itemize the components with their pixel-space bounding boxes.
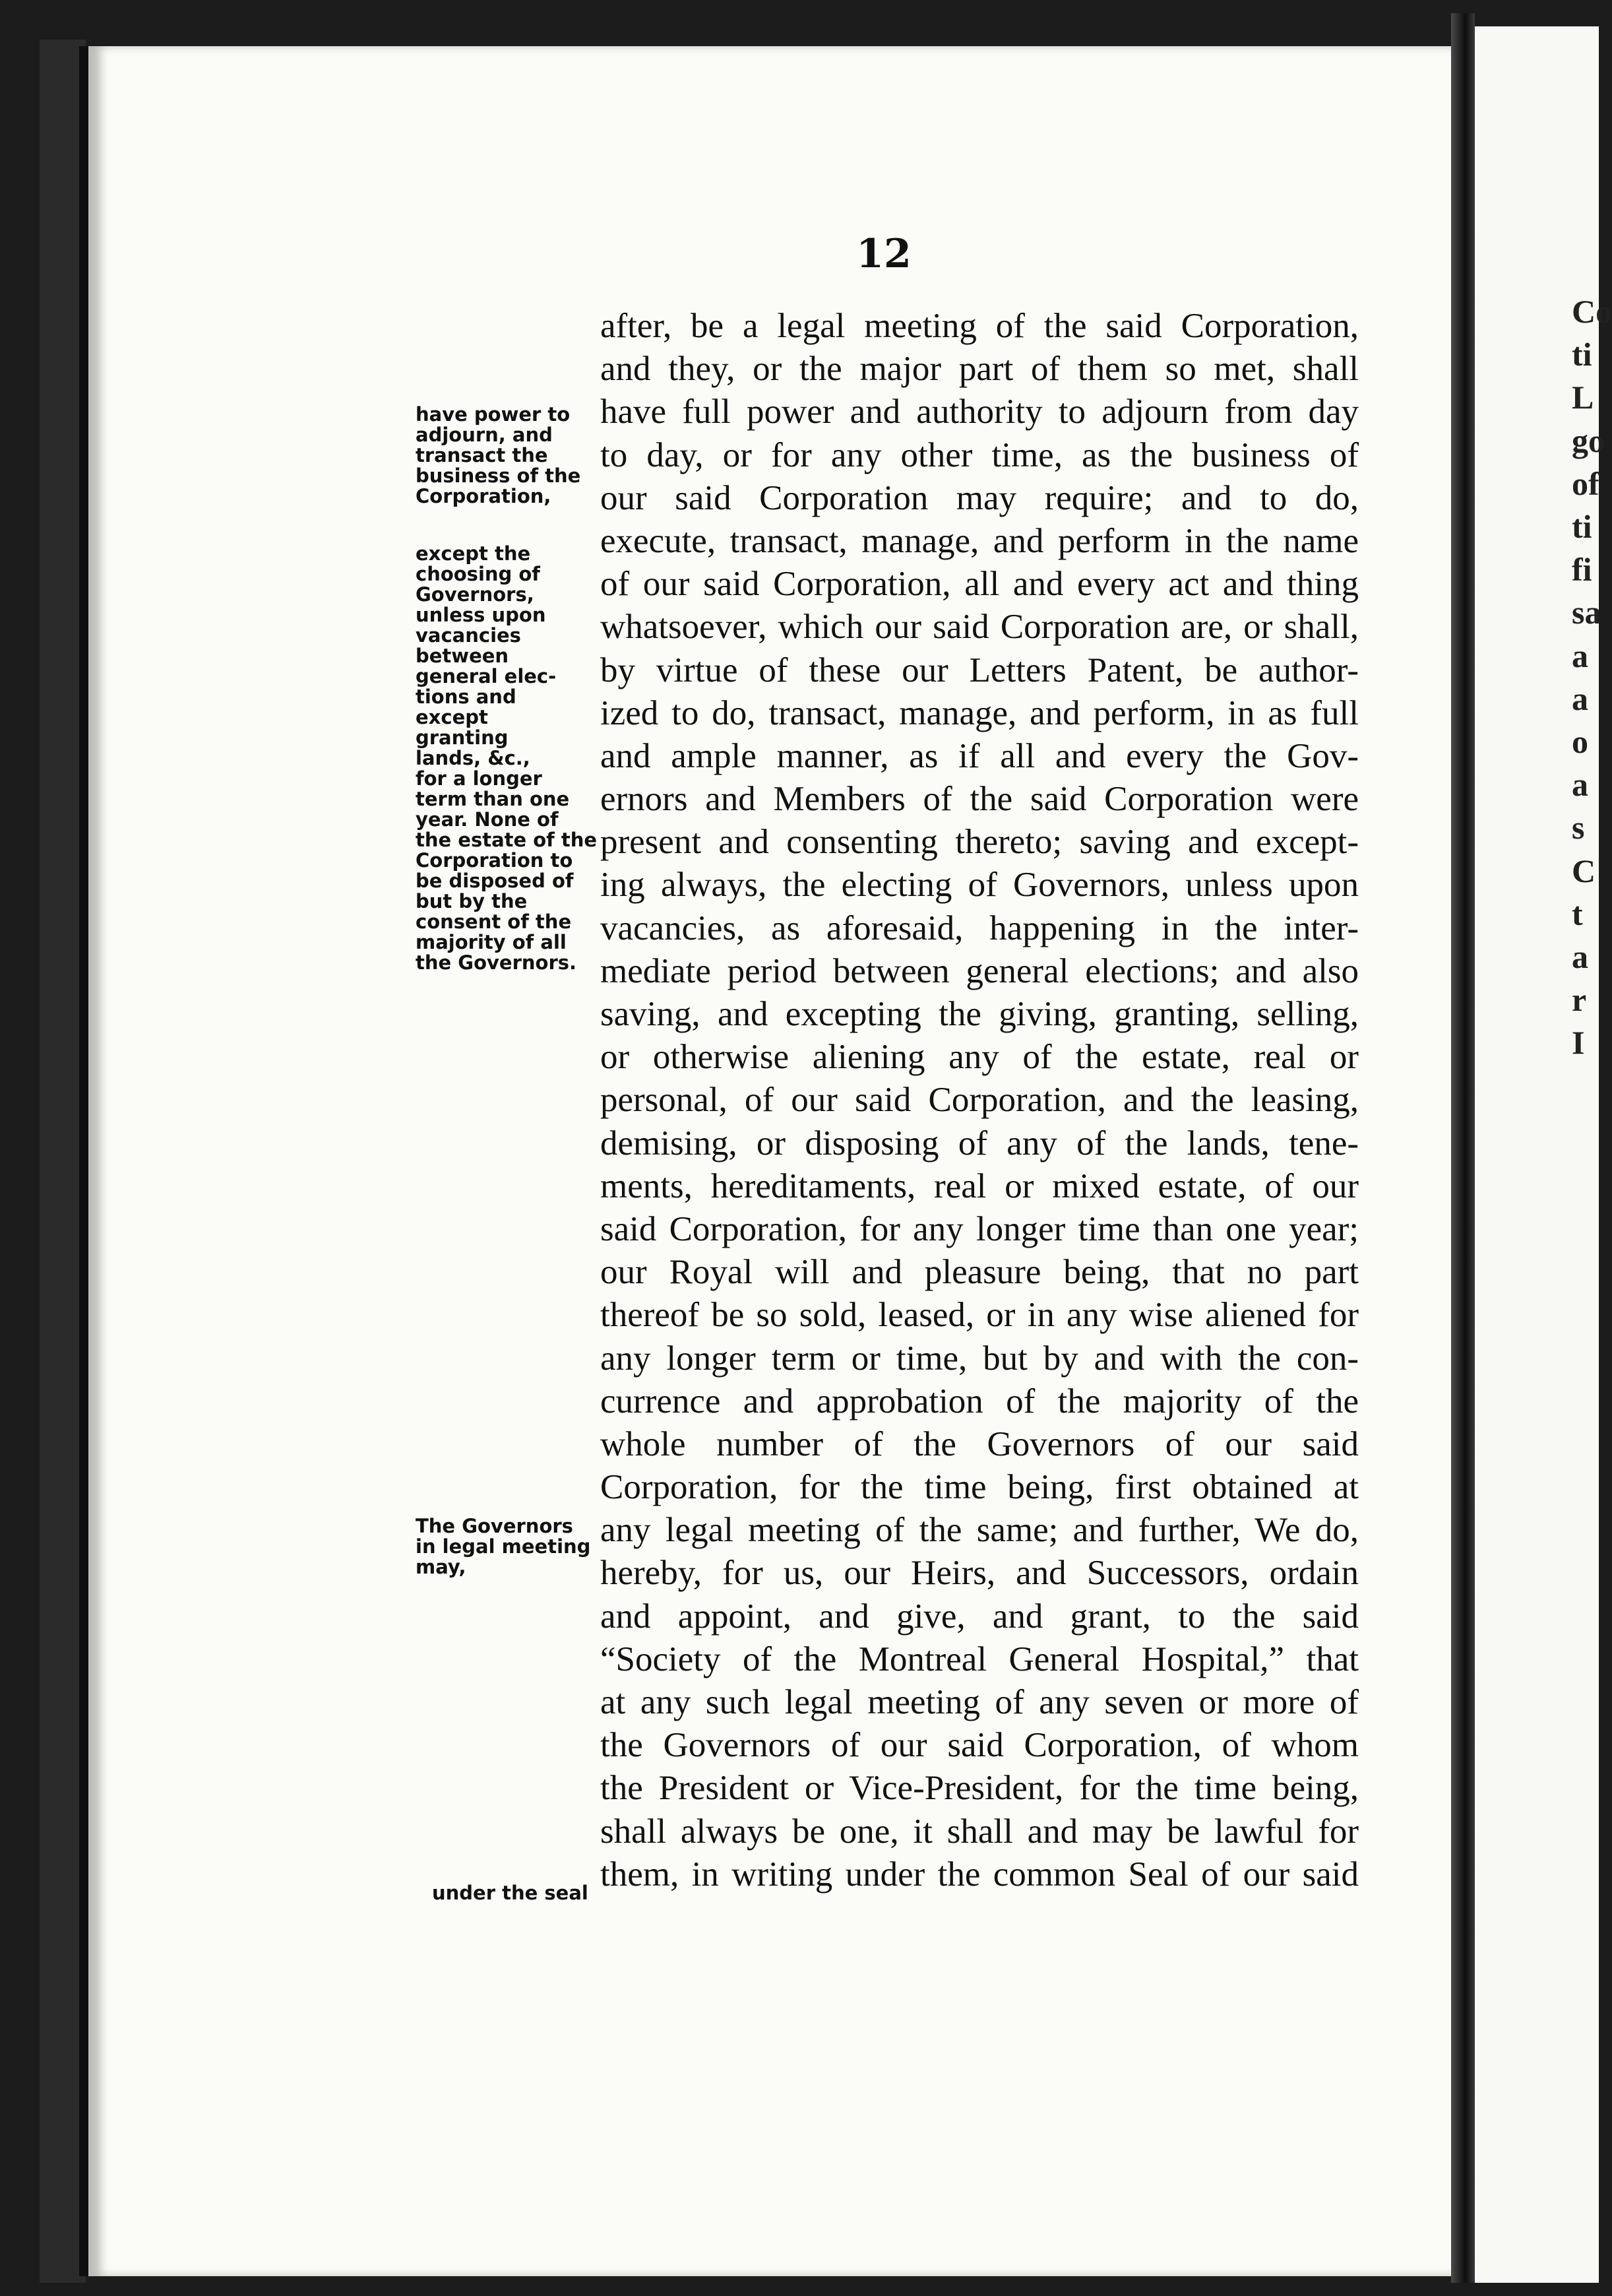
body-text bbox=[600, 305, 1359, 1896]
body-line: any legal meeting of the same; and further, We do, bbox=[600, 1511, 1359, 1550]
body-line: whatsoever, which our said Corporation are, or shall, bbox=[600, 608, 1359, 647]
body-line: personal, of our said Corporation, and the leasing, bbox=[600, 1081, 1359, 1120]
body-line: or otherwise aliening any of the estate, real or bbox=[600, 1038, 1359, 1077]
body-line: said Corporation, for any longer time than one year; bbox=[600, 1209, 1359, 1248]
body-line: vacancies, as aforesaid, happening in the inter- bbox=[600, 909, 1359, 947]
body-line: hereby, for us, our Heirs, and Successors, ordain bbox=[600, 1554, 1359, 1593]
body-line: demising, or disposing of any of the lands, tene- bbox=[600, 1124, 1359, 1163]
body-line: the Governors of our said Corporation, of whom bbox=[600, 1726, 1359, 1765]
body-line: execute, transact, manage, and perform in the name bbox=[600, 521, 1359, 560]
body-line: to day, or for any other time, as the business of bbox=[600, 435, 1359, 474]
book-gutter bbox=[1451, 13, 1475, 2283]
body-line: by virtue of these our Letters Patent, be author- bbox=[600, 651, 1359, 689]
body-line: and appoint, and give, and grant, to the said bbox=[600, 1597, 1359, 1636]
body-line: after, be a legal meeting of the said Corporation, bbox=[600, 307, 1359, 345]
body-line: whole number of the Governors of our said bbox=[600, 1424, 1359, 1463]
body-line: currence and approbation of the majority of the bbox=[600, 1382, 1359, 1420]
margin-note-except: except the choosing of Governors, unless upon vacancies between general elec- tions and except granting lands, &c., for a longer term than one year. None of the estate of the Corporation to be disposed of but by the consent of the majority of all the Governors. bbox=[416, 542, 598, 974]
body-line: ernors and Members of the said Corporation were bbox=[600, 780, 1359, 819]
body-line: “Society of the Montreal General Hospital,” that bbox=[600, 1640, 1359, 1678]
body-line: ments, hereditaments, real or mixed estate, of our bbox=[600, 1166, 1359, 1205]
body-line: have full power and authority to adjourn from day bbox=[600, 393, 1359, 431]
body-line: mediate period between general elections; and also bbox=[600, 951, 1359, 990]
body-line: ing always, the electing of Governors, unless upon bbox=[600, 866, 1359, 905]
body-line: Corporation, for the time being, first obtained at bbox=[600, 1468, 1359, 1507]
facing-page-text-fragments: Co ti L go of ti fi sa a a o a s C t a r I bbox=[1572, 293, 1612, 1062]
margin-note-under-seal: under the seal bbox=[432, 1882, 588, 1904]
body-line: them, in writing under the common Seal of our said bbox=[600, 1855, 1359, 1894]
body-line: our Royal will and pleasure being, that no part bbox=[600, 1253, 1359, 1292]
body-line: thereof be so sold, leased, or in any wise aliened for bbox=[600, 1296, 1359, 1335]
body-line: any longer term or time, but by and with the con- bbox=[600, 1339, 1359, 1378]
body-line: ized to do, transact, manage, and perform, in as full bbox=[600, 693, 1359, 732]
body-line: at any such legal meeting of any seven or more of bbox=[600, 1683, 1359, 1721]
body-line: present and consenting thereto; saving and except- bbox=[600, 823, 1359, 862]
margin-note-adjourn: have power to adjourn, and transact the business of the Corporation, bbox=[416, 403, 581, 507]
page-number: 12 bbox=[856, 231, 912, 277]
body-line: and they, or the major part of them so met, shall bbox=[600, 350, 1359, 389]
body-line: our said Corporation may require; and to do, bbox=[600, 478, 1359, 517]
body-line: shall always be one, it shall and may be lawful for bbox=[600, 1812, 1359, 1851]
body-line: saving, and excepting the giving, granting, selling, bbox=[600, 995, 1359, 1033]
margin-note-governors-may: The Governors in legal meeting may, bbox=[416, 1515, 591, 1578]
body-line: and ample manner, as if all and every the Gov- bbox=[600, 736, 1359, 775]
body-line: the President or Vice-President, for the time being, bbox=[600, 1769, 1359, 1808]
body-line: of our said Corporation, all and every act and thing bbox=[600, 565, 1359, 604]
